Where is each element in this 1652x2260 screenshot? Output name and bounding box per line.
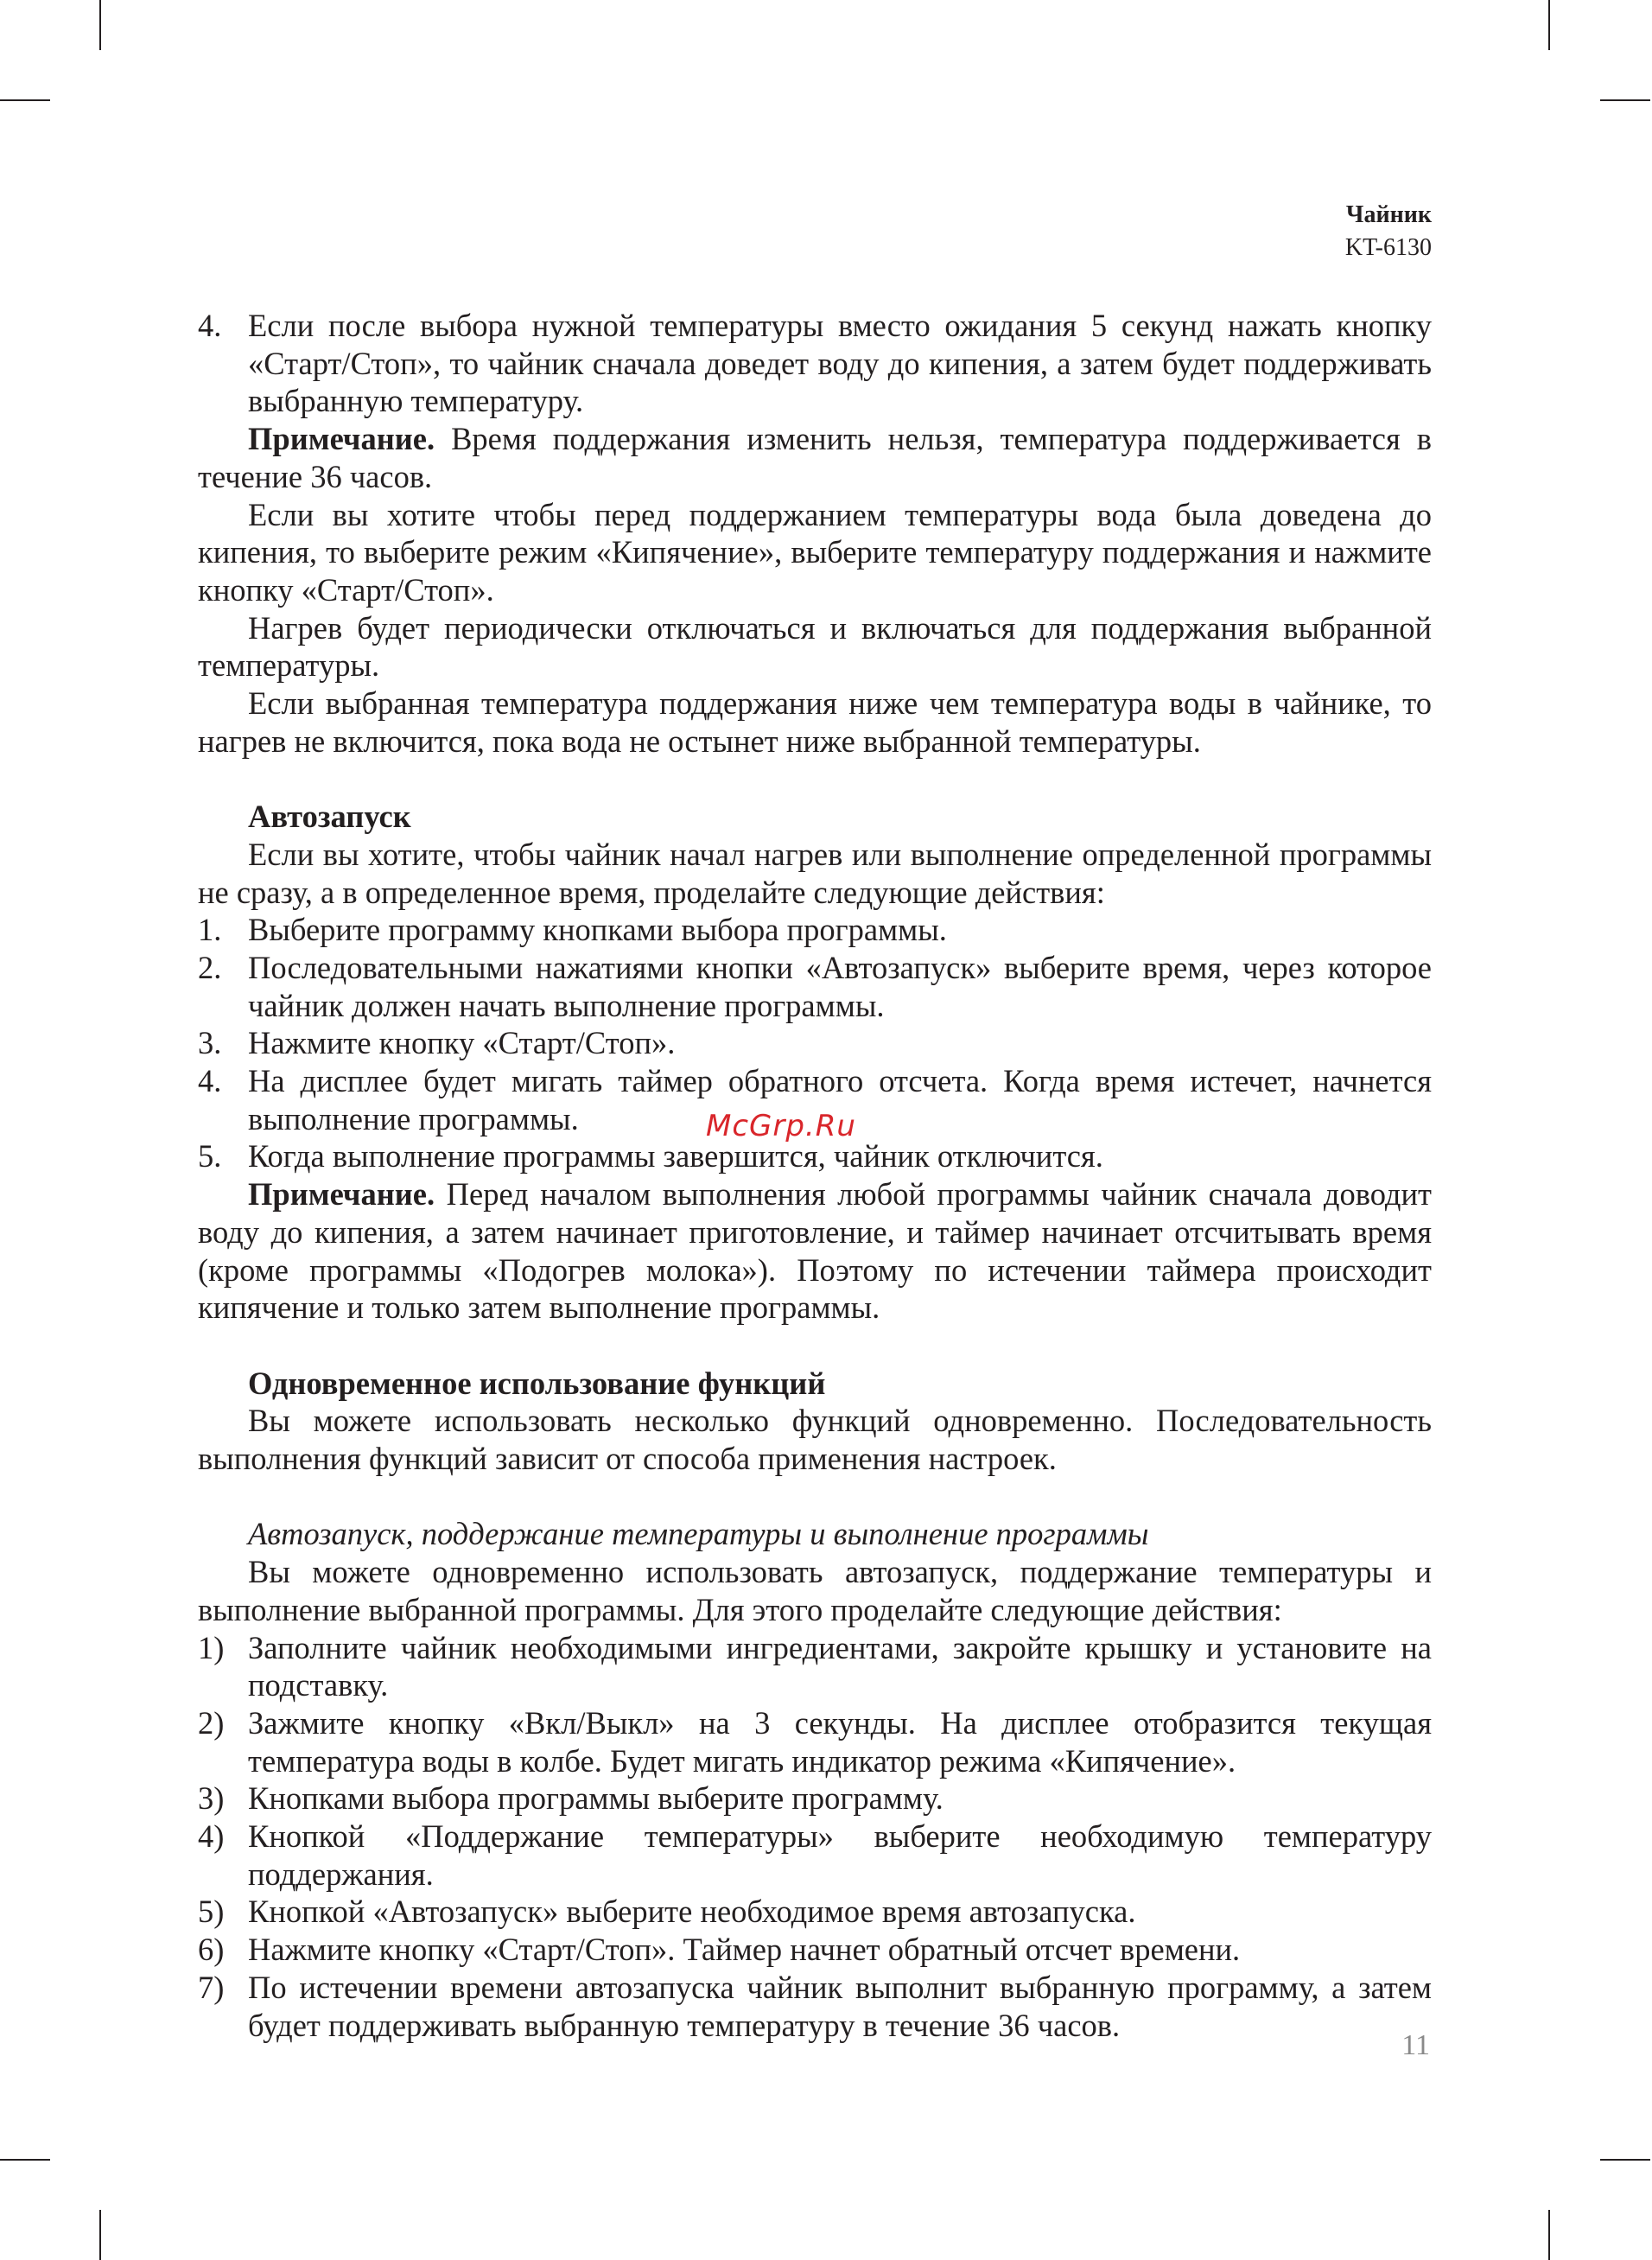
page-number: 11 bbox=[1401, 2029, 1430, 2061]
list-item-text: Когда выполнение программы завершится, чайник отключится. bbox=[248, 1138, 1103, 1175]
crop-mark-right-bottom bbox=[1600, 2159, 1650, 2161]
list-item-text: Заполните чайник необходимыми ингредиентами, закройте крышку и установите на подставку. bbox=[248, 1629, 1432, 1703]
list-item-text: Кнопкой «Автозапуск» выберите необходимое время автозапуска. bbox=[248, 1894, 1136, 1930]
list-item-number: 5) bbox=[198, 1894, 225, 1930]
list-item-number: 1. bbox=[198, 912, 222, 948]
list-item-text: Выберите программу кнопками выбора программы. bbox=[248, 912, 947, 948]
list-item-text: Кнопками выбора программы выберите программу. bbox=[248, 1780, 944, 1817]
crop-mark-right-top bbox=[1600, 99, 1650, 101]
list-item bbox=[198, 1779, 1432, 1818]
list-item-number: 2) bbox=[198, 1704, 225, 1741]
note-text: Время поддержания изменить нельзя, температура поддерживается в течение 36 часов. bbox=[198, 421, 1432, 494]
list-item-number: 6) bbox=[198, 1932, 225, 1968]
paragraph: Вы можете одновременно использовать автозапуск, поддержание температуры и выполнение выбранной программы. Для этого проделайте следующие действия: bbox=[198, 1554, 1432, 1627]
paragraph: Если выбранная температура поддержания ниже чем температура воды в чайнике, то нагрев не включится, пока вода не остынет ниже выбранной температуры. bbox=[198, 685, 1432, 759]
note-paragraph bbox=[198, 420, 1432, 495]
list-item-number: 5. bbox=[198, 1138, 222, 1175]
crop-mark-bottom-left bbox=[99, 2210, 101, 2260]
crop-mark-bottom-right bbox=[1548, 2210, 1550, 2260]
list-item-number: 4) bbox=[198, 1818, 225, 1855]
list-item bbox=[198, 949, 1432, 1024]
list-item-number: 4. bbox=[198, 1063, 222, 1099]
list-item-text: Нажмите кнопку «Старт/Стоп». bbox=[248, 1025, 676, 1061]
list-item-text: Кнопкой «Поддержание температуры» выберите необходимую температуру поддержания. bbox=[248, 1818, 1432, 1892]
list-item-number: 2. bbox=[198, 949, 222, 985]
crop-mark-left-top bbox=[0, 99, 50, 101]
list-item-number: 3) bbox=[198, 1780, 225, 1817]
subsection-heading: Автозапуск, поддержание температуры и выполнение программы bbox=[248, 1516, 1149, 1552]
list-item bbox=[198, 1704, 1432, 1779]
list-item bbox=[198, 1893, 1432, 1931]
list-item-text: Нажмите кнопку «Старт/Стоп». Таймер начнет обратный отсчет времени. bbox=[248, 1932, 1241, 1968]
note-label: Примечание. bbox=[248, 421, 435, 457]
paragraph: Нагрев будет периодически отключаться и включаться для поддержания выбранной температуры. bbox=[198, 609, 1432, 684]
header-model: KT-6130 bbox=[1344, 234, 1432, 261]
list-item-text: Зажмите кнопку «Вкл/Выкл» на 3 секунды. На дисплее отобразится текущая температура воды в колбе. Будет мигать индикатор режима «Кипячение». bbox=[248, 1704, 1432, 1779]
list-item bbox=[198, 911, 1432, 949]
list-item bbox=[198, 1818, 1432, 1893]
page-content bbox=[198, 307, 1432, 2044]
list-item bbox=[198, 1137, 1432, 1175]
list-item-number: 4. bbox=[198, 308, 222, 343]
running-header bbox=[1345, 199, 1432, 264]
list-item bbox=[198, 1931, 1432, 1969]
crop-mark-top-left bbox=[99, 0, 101, 50]
list-item-text: На дисплее будет мигать таймер обратного отсчета. Когда время истечет, начнется выполнение программы. bbox=[248, 1063, 1432, 1136]
list-item bbox=[198, 1024, 1432, 1062]
list-item bbox=[198, 1969, 1432, 2044]
list-item-number: 7) bbox=[198, 1969, 225, 2005]
paragraph: Если вы хотите, чтобы чайник начал нагрев или выполнение определенной программы не сразу, а в определенное время, проделайте следующие действия: bbox=[198, 836, 1432, 910]
list-item-text: Если после выбора нужной температуры вместо ожидания 5 секунд нажать кнопку «Старт/Стоп», то чайник сначала доведет воду до кипения, а затем будет поддерживать выбранную температуру. bbox=[248, 308, 1432, 419]
note-label: Примечание. bbox=[248, 1176, 435, 1213]
note-paragraph bbox=[198, 1175, 1432, 1327]
list-item bbox=[198, 307, 1432, 420]
list-item-number: 3. bbox=[198, 1025, 222, 1061]
list-item-text: Последовательными нажатиями кнопки «Автозапуск» выберите время, через которое чайник должен начать выполнение программы. bbox=[248, 949, 1432, 1023]
header-product: Чайник bbox=[1345, 201, 1432, 228]
list-item-text: По истечении времени автозапуска чайник выполнит выбранную программу, а затем будет поддерживать выбранную температуру в течение 36 часов. bbox=[248, 1969, 1432, 2043]
crop-mark-left-bottom bbox=[0, 2159, 50, 2161]
note-text: Перед началом выполнения любой программы чайник сначала доводит воду до кипения, а затем начинает приготовление, и таймер начинает отсчитывать время (кроме программы «Подогрев молока»). Поэтому по истечении таймера происходит кипячение и только затем выполнение программы. bbox=[198, 1176, 1432, 1326]
section-heading-simultaneous: Одновременное использование функций bbox=[248, 1365, 826, 1401]
section-heading-autostart: Автозапуск bbox=[248, 799, 411, 835]
paragraph: Если вы хотите чтобы перед поддержанием температуры вода была доведена до кипения, то выберите режим «Кипячение», выберите температуру поддержания и нажмите кнопку «Старт/Стоп». bbox=[198, 496, 1432, 608]
watermark: McGrp.Ru bbox=[706, 1109, 856, 1143]
list-item-number: 1) bbox=[198, 1629, 225, 1665]
paragraph: Вы можете использовать несколько функций одновременно. Последовательность выполнения функций зависит от способа применения настроек. bbox=[198, 1403, 1432, 1477]
crop-mark-top-right bbox=[1548, 0, 1550, 50]
list-item bbox=[198, 1629, 1432, 1704]
